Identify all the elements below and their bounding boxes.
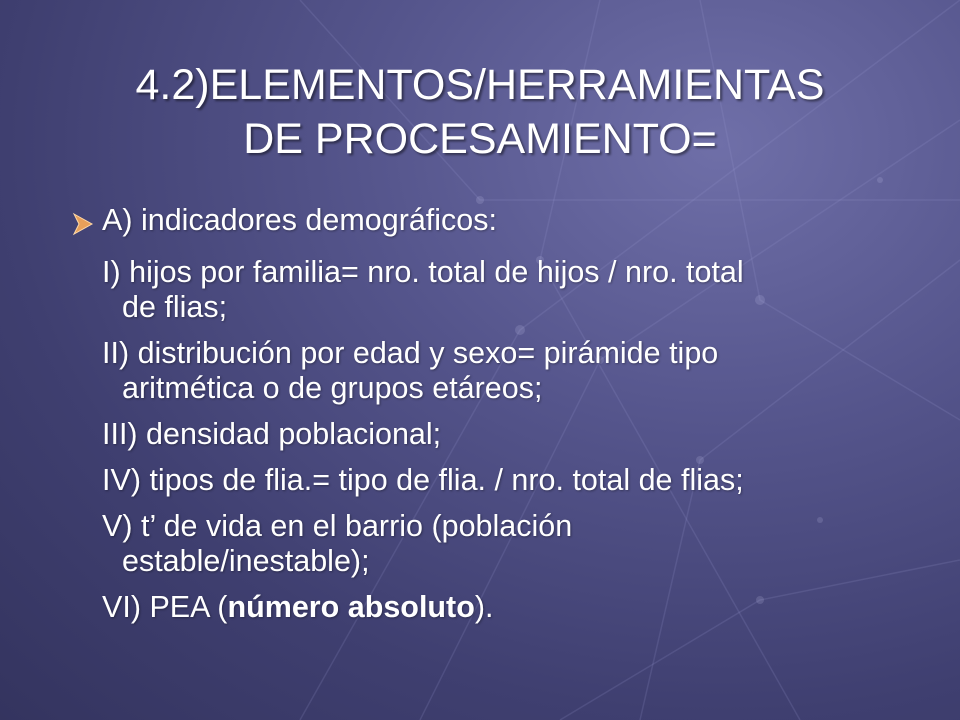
item-6-prefix: VI) PEA ( [102,590,228,624]
item-2-line-1: II) distribución por edad y sexo= pirámide tipo [102,336,719,370]
list-item [72,336,892,406]
item-6-line-1 [102,590,892,625]
list-item [72,509,892,579]
item-5-line-2: estable/inestable); [122,544,370,578]
item-6-suffix: ). [474,590,494,624]
list-item [72,255,892,325]
item-6-bold-text: número absoluto [227,590,475,624]
item-2-line-2: aritmética o de grupos etáreos; [122,371,543,405]
item-4-line-1: IV) tipos de flia.= tipo de flia. / nro. total de flias; [102,463,744,497]
slide-title [40,58,920,166]
item-1-line-2: de flias; [122,290,228,324]
item-3-line-1: III) densidad poblacional; [102,417,442,451]
slide-body [72,203,892,636]
bullet-point [72,203,892,244]
list-item [72,590,892,625]
title-line-2: DE PROCESAMIENTO= [243,115,717,163]
item-1-line-1: I) hijos por familia= nro. total de hijos / nro. total [102,255,744,289]
item-5-line-1: V) t’ de vida en el barrio (población [102,509,573,543]
list-item [72,417,892,452]
list-item [72,463,892,498]
arrow-bullet-icon [72,203,102,244]
title-line-1: 4.2)ELEMENTOS/HERRAMIENTAS [135,61,825,109]
bullet-text: A) indicadores demográficos: [102,203,497,237]
